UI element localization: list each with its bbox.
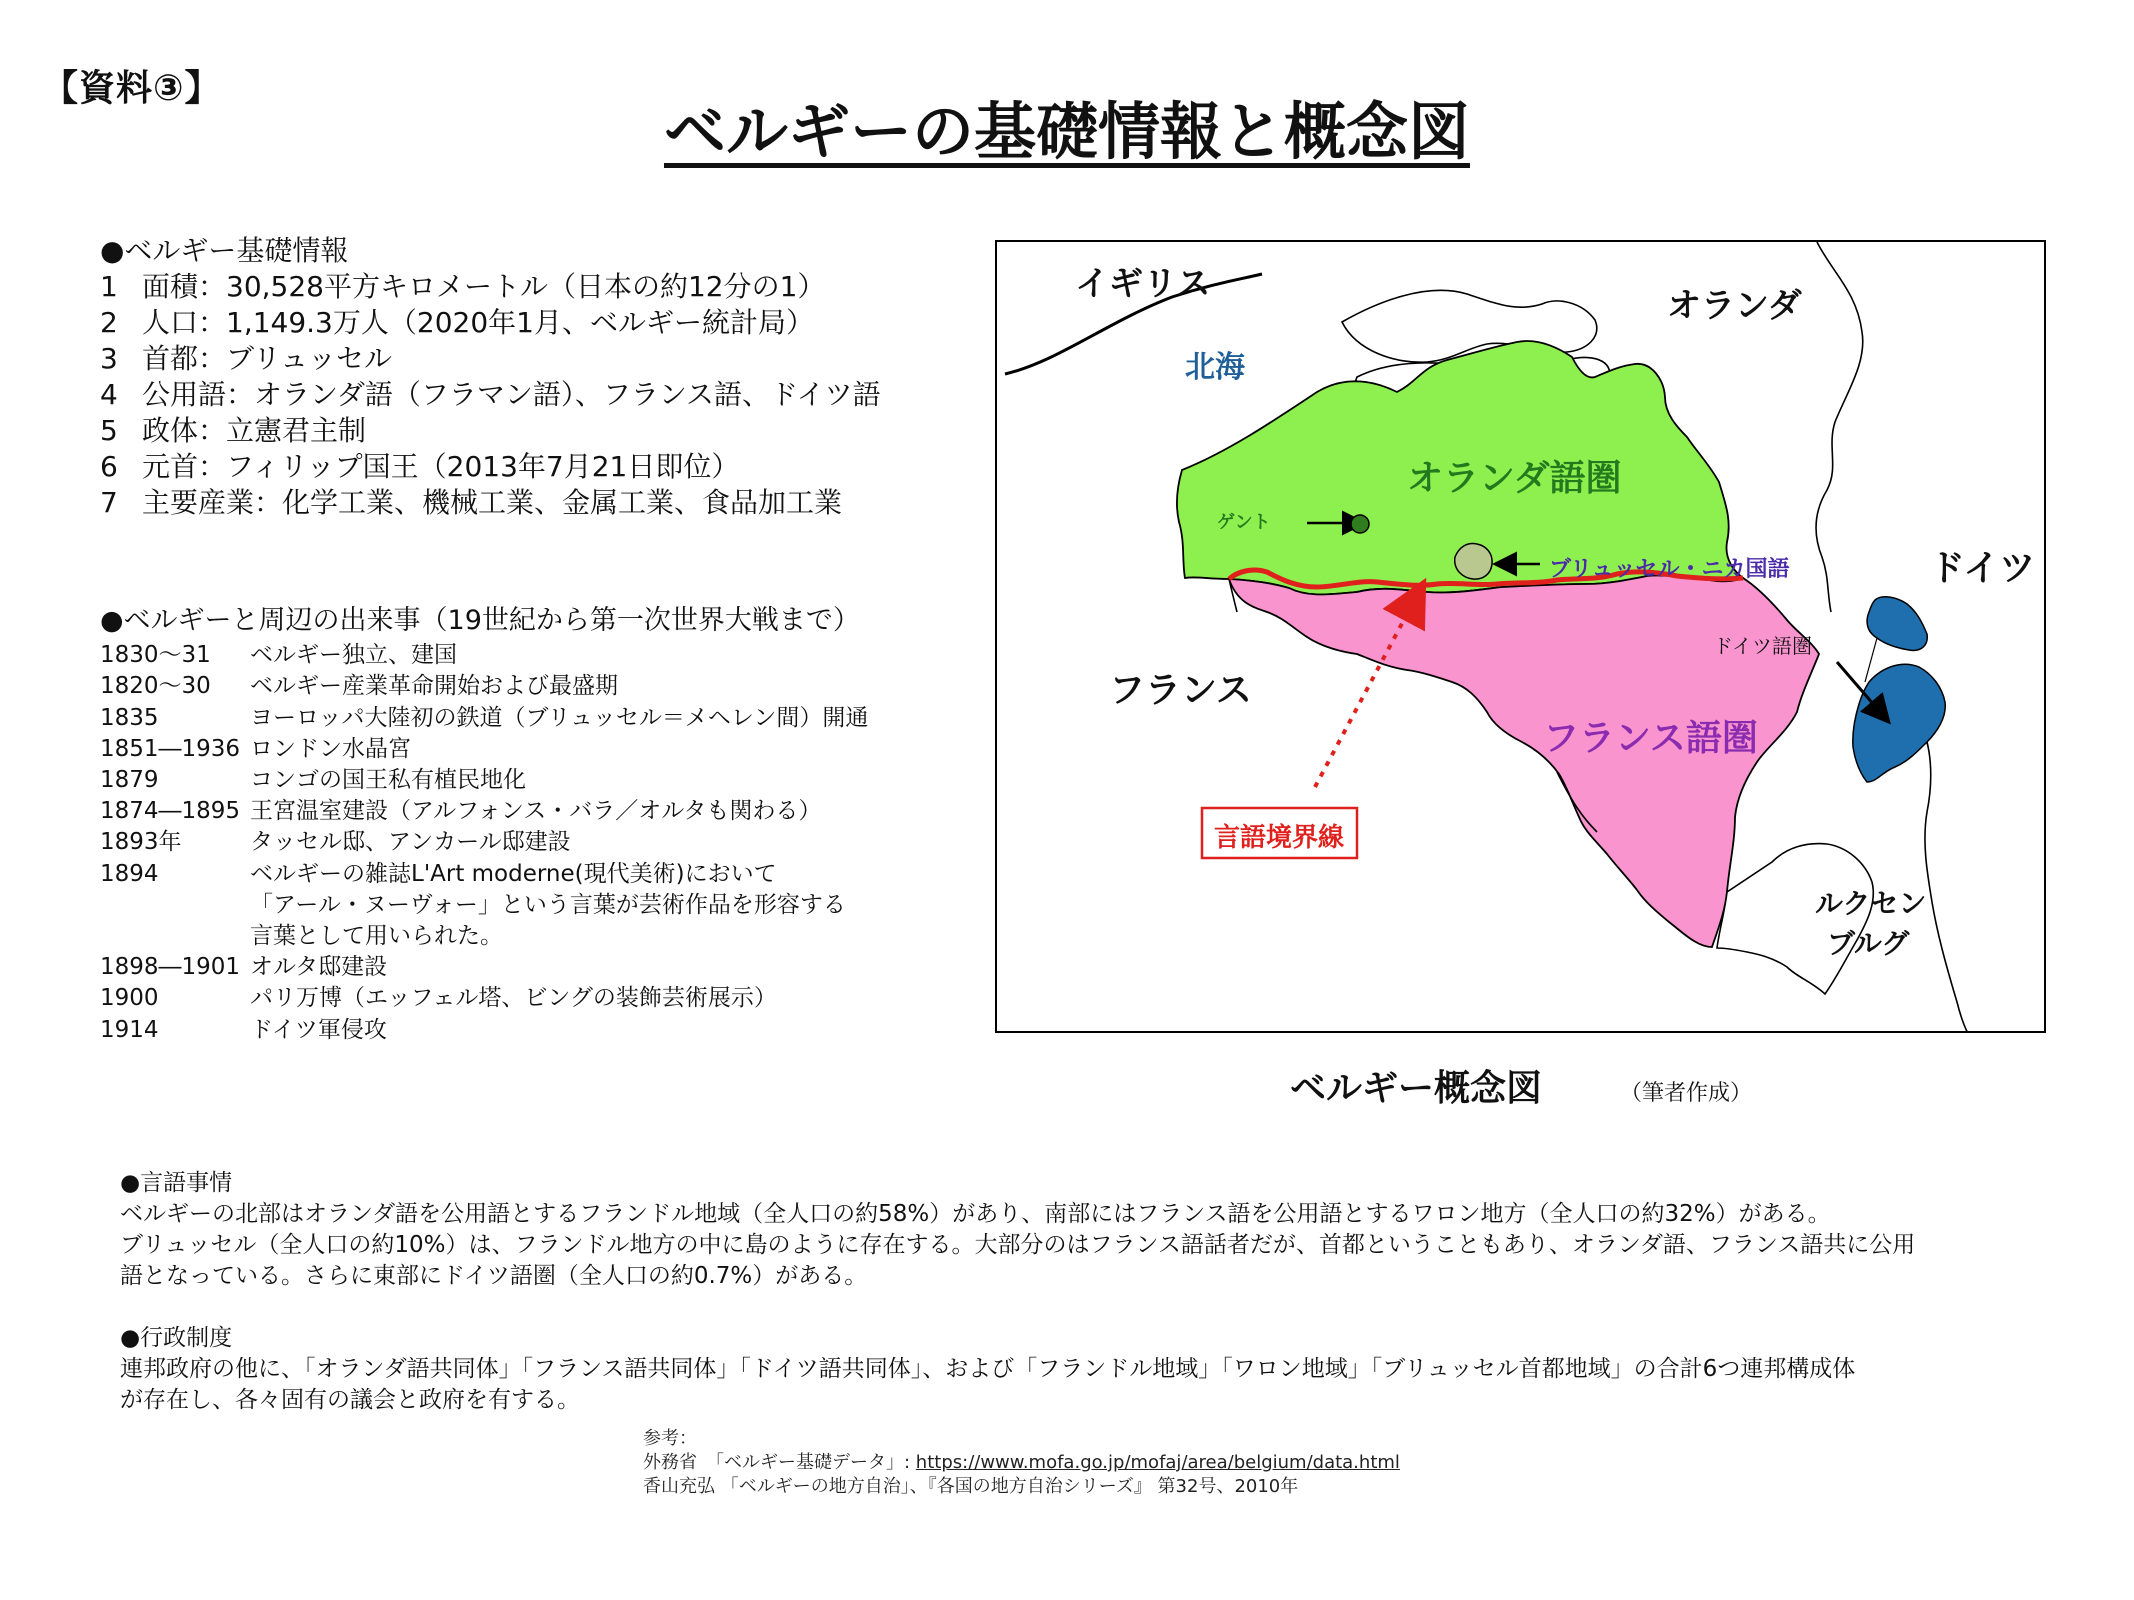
basic-info-row [100,485,881,521]
ghent-label: ゲント [1217,512,1271,533]
event-year: 1914 [100,1016,159,1043]
page-title [0,82,2134,171]
germany-label: ドイツ [1929,548,2036,589]
item-text: 主要産業：化学工業、機械工業、金属工業、食品加工業 [142,486,843,519]
event-text: パリ万博（エッフェル塔、ビングの装飾芸術展示） [250,985,777,1012]
event-year: 1835 [100,704,159,731]
basic-info-row [100,341,881,377]
brussels-enclave-shape [1455,544,1492,580]
event-row [100,921,1000,952]
language-line: ブリュッセル（全人口の約10%）は、フランドル地方の中に島のように存在する。大部分のはフランス語話者だが、首都ということもあり、オランダ語、フランス語共に公用 [120,1232,1916,1258]
event-year: 1893年 [100,829,182,856]
basic-info-section [100,233,881,521]
references [643,1427,1400,1499]
event-year: 1879 [100,767,159,794]
item-text: 元首：フィリップ国王（2013年7月21日即位） [142,450,740,483]
germany-east-line [1925,742,1969,1033]
document-label: 【資料③】 [42,68,222,109]
luxembourg-label-1: ルクセン [1815,887,1927,920]
reference-1 [643,1451,1400,1475]
item-text: 政体：立憲君主制 [142,414,367,447]
basic-info-heading: ●ベルギー基礎情報 [100,234,349,267]
administration-heading: ●行政制度 [120,1325,233,1351]
brussels-label: ブリュッセル・ニカ国語 [1549,557,1790,582]
event-year: 1898―1901 [100,954,241,981]
event-row [100,703,1000,734]
map-caption-note: （筆者作成） [1620,1081,1753,1106]
belgium-concept-map [995,240,2046,1033]
netherlands-label: オランダ [1667,286,1802,326]
event-text: タッセル邸、アンカール邸建設 [250,829,571,856]
item-text: 首都：ブリュッセル [142,342,393,375]
language-line: ベルギーの北部はオランダ語を公用語とするフランドル地域（全人口の約58%）があり、南部にはフランス語を公用語とするワロン地方（全人口の約32%）がある。 [120,1201,1831,1227]
event-row [100,765,1000,796]
event-text: ヨーロッパ大陸初の鉄道（ブリュッセル＝メヘレン間）開通 [250,704,869,731]
reference-2: 香山充弘 「ベルギーの地方自治」、『各国の地方自治シリーズ』 第32号、2010年 [643,1476,1299,1497]
event-year: 1820～30 [100,673,211,700]
item-number: 7 [100,486,118,519]
luxembourg-label-2: ブルグ [1827,927,1910,960]
event-row [100,890,1000,921]
event-row [100,734,1000,765]
item-number: 2 [100,306,118,339]
germany-border-line [1816,242,1863,612]
event-year: 1894 [100,860,159,887]
event-row [100,859,1000,890]
basic-info-row [100,413,881,449]
event-row [100,983,1000,1014]
administration-line: が存在し、各々固有の議会と政府を有する。 [120,1387,580,1413]
event-text: ベルギー産業革命開始および最盛期 [250,673,618,700]
event-year: 1900 [100,985,159,1012]
basic-info-row [100,377,881,413]
event-year [100,921,250,952]
administration-line: 連邦政府の他に、「オランダ語共同体」「フランス語共同体」「ドイツ語共同体」、および「フランドル地域」「ワロン地域」「ブリュッセル首都地域」の合計6つ連邦構成体 [120,1356,1856,1382]
event-row [100,827,1000,858]
page-title-text: ベルギーの基礎情報と概念図 [663,95,1470,168]
german-region-lower-shape [1853,664,1945,782]
event-row [100,952,1000,983]
event-text: 王宮温室建設（アルフォンス・バラ／オルタも関わる） [250,798,822,825]
language-heading: ●言語事情 [120,1170,233,1196]
reference-1-prefix: 外務省 「ベルギー基礎データ」: [643,1452,916,1473]
event-text: ロンドン水晶宮 [250,735,411,762]
north-sea-label: 北海 [1185,350,1245,385]
basic-info-row [100,305,881,341]
event-year: 1874―1895 [100,798,241,825]
event-row [100,796,1000,827]
french-area-label: フランス語圏 [1543,718,1758,759]
item-text: 人口：1,149.3万人（2020年1月、ベルギー統計局） [142,306,814,339]
basic-info-row [100,269,881,305]
language-line: 語となっている。さらに東部にドイツ語圏（全人口の約0.7%）がある。 [120,1263,868,1289]
reference-1-link[interactable]: https://www.mofa.go.jp/mofaj/area/belgium/data.html [915,1452,1400,1473]
border-label: 言語境界線 [1214,823,1345,853]
item-number: 5 [100,414,118,447]
item-number: 3 [100,342,118,375]
german-area-label: ドイツ語圏 [1713,634,1812,658]
item-text: 公用語：オランダ語（フラマン語）、フランス語、ドイツ語 [142,378,881,411]
language-section [120,1168,2020,1292]
event-text: 「アール・ヌーヴォー」という言葉が芸術作品を形容する [250,891,846,918]
events-section [100,605,1000,1046]
france-label: フランス [1109,670,1252,711]
event-text: オルタ邸建設 [250,954,388,981]
event-row [100,640,1000,671]
basic-info-row [100,449,881,485]
ghent-dot [1351,515,1369,533]
event-row [100,671,1000,702]
event-row [100,1015,1000,1046]
events-heading: ●ベルギーと周辺の出来事（19世紀から第一次世界大戦まで） [100,605,860,636]
item-number: 6 [100,450,118,483]
event-year: 1851―1936 [100,735,241,762]
event-year [100,890,250,921]
item-number: 1 [100,270,118,303]
event-text: 言葉として用いられた。 [250,923,503,950]
map-caption: ベルギー概念図 [1290,1068,1543,1109]
event-text: ベルギー独立、建国 [250,642,457,669]
item-text: 面積：30,528平方キロメートル（日本の約12分の1） [142,270,826,303]
administration-section [120,1323,2020,1416]
event-text: ドイツ軍侵攻 [250,1016,387,1043]
dutch-area-label: オランダ語圏 [1407,458,1622,499]
uk-label: イギリス [1075,264,1211,304]
references-label: 参考： [643,1428,697,1449]
event-year: 1830～31 [100,642,211,669]
item-number: 4 [100,378,118,411]
event-text: コンゴの国王私有植民地化 [250,767,526,794]
event-text: ベルギーの雑誌L'Art moderne(現代美術)において [250,860,777,887]
